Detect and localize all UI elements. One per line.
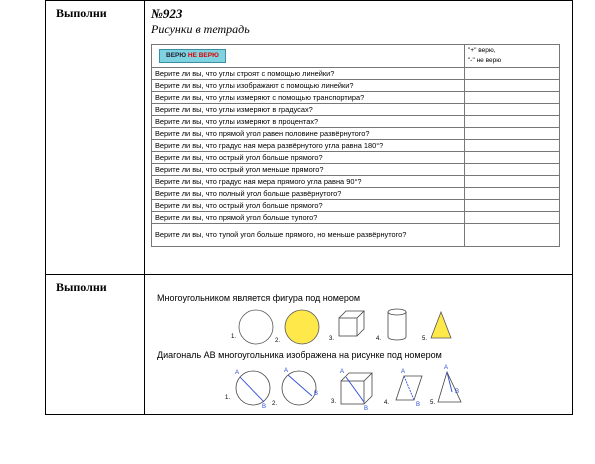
row2-label: Выполни [56,280,107,294]
figure-label: 1. [225,395,231,401]
question-text: Верите ли вы, что углы изображают с помощью линейки? [152,80,465,92]
figure-label: 4. [384,400,390,406]
figure-label: 1. [231,334,237,340]
task2-text: Диагональ АВ многоугольника изображена на рисунке под номером [157,350,442,360]
diagonal-ab [404,376,414,400]
question-text: Верите ли вы, что прямой угол равен половине развёрнутого? [152,128,465,140]
answer-header-line1: "+" верю, [468,47,496,54]
circle-figure [239,310,273,344]
believe-label: ВЕРЮ [166,52,187,59]
triangle-diagonal-figure [438,372,461,402]
point-b-label: B [455,389,460,395]
chord-ab [240,377,264,402]
figure-label: 3. [331,399,337,405]
question-text: Верите ли вы, что острый угол больше прямого? [152,200,465,212]
cylinder-figure [388,309,406,340]
exercise-subtitle: Рисунки в тетрадь [151,22,250,36]
question-text: Верите ли вы, что острый угол меньше прямого? [152,164,465,176]
point-a-label: A [401,369,406,375]
question-text: Верите ли вы, что углы измеряют в процентах? [152,116,465,128]
point-b-label: B [314,391,319,397]
question-text: Верите ли вы, что прямой угол больше тупого? [152,212,465,224]
triangle-figure [431,312,451,338]
question-text: Верите ли вы, что тупой угол больше прямого, но меньше развёрнутого? [152,224,465,247]
figure-label: 4. [376,336,382,342]
question-text: Верите ли вы, что градус ная мера прямого угла равна 90°? [152,176,465,188]
circle-diameter-figure [282,371,319,405]
question-text: Верите ли вы, что полный угол больше развёрнутого? [152,188,465,200]
point-b-label: B [364,406,369,412]
point-a-label: A [284,368,289,374]
figure-label: 5. [422,336,428,342]
point-a-label: A [340,369,345,375]
question-text: Верите ли вы, что градус ная мера развёрнутого угла равна 180°? [152,140,465,152]
point-b-label: B [416,402,421,408]
question-text: Верите ли вы, что углы измеряют в градусах? [152,104,465,116]
not-believe-label: НЕ ВЕРЮ [187,52,219,59]
figure-label: 3. [329,336,335,342]
question-text: Верите ли вы, что острый угол больше прямого? [152,152,465,164]
figure-label: 5. [430,400,436,406]
circle-chord-figure [236,371,270,405]
answer-header-line2: "-" не верю [468,57,502,64]
point-a-label: A [444,365,449,371]
task1-figures [231,309,451,344]
task1-text: Многоугольником является фигура под номером [157,293,361,303]
point-a-label: A [235,370,240,376]
figure-label: 2. [275,338,281,344]
figure-label: 2. [272,401,278,407]
diameter-ab [288,375,312,396]
filled-circle-figure [285,310,319,344]
question-text: Верите ли вы, что углы строят с помощью линейки? [152,68,465,80]
row1-label: Выполни [56,6,107,20]
point-b-label: B [262,404,267,410]
exercise-number: №923 [151,6,183,21]
cube-figure [339,311,364,336]
question-text: Верите ли вы, что углы измеряют с помощью транспортира? [152,92,465,104]
cube-diagonal-figure [341,373,372,404]
task2-figures [225,365,461,412]
